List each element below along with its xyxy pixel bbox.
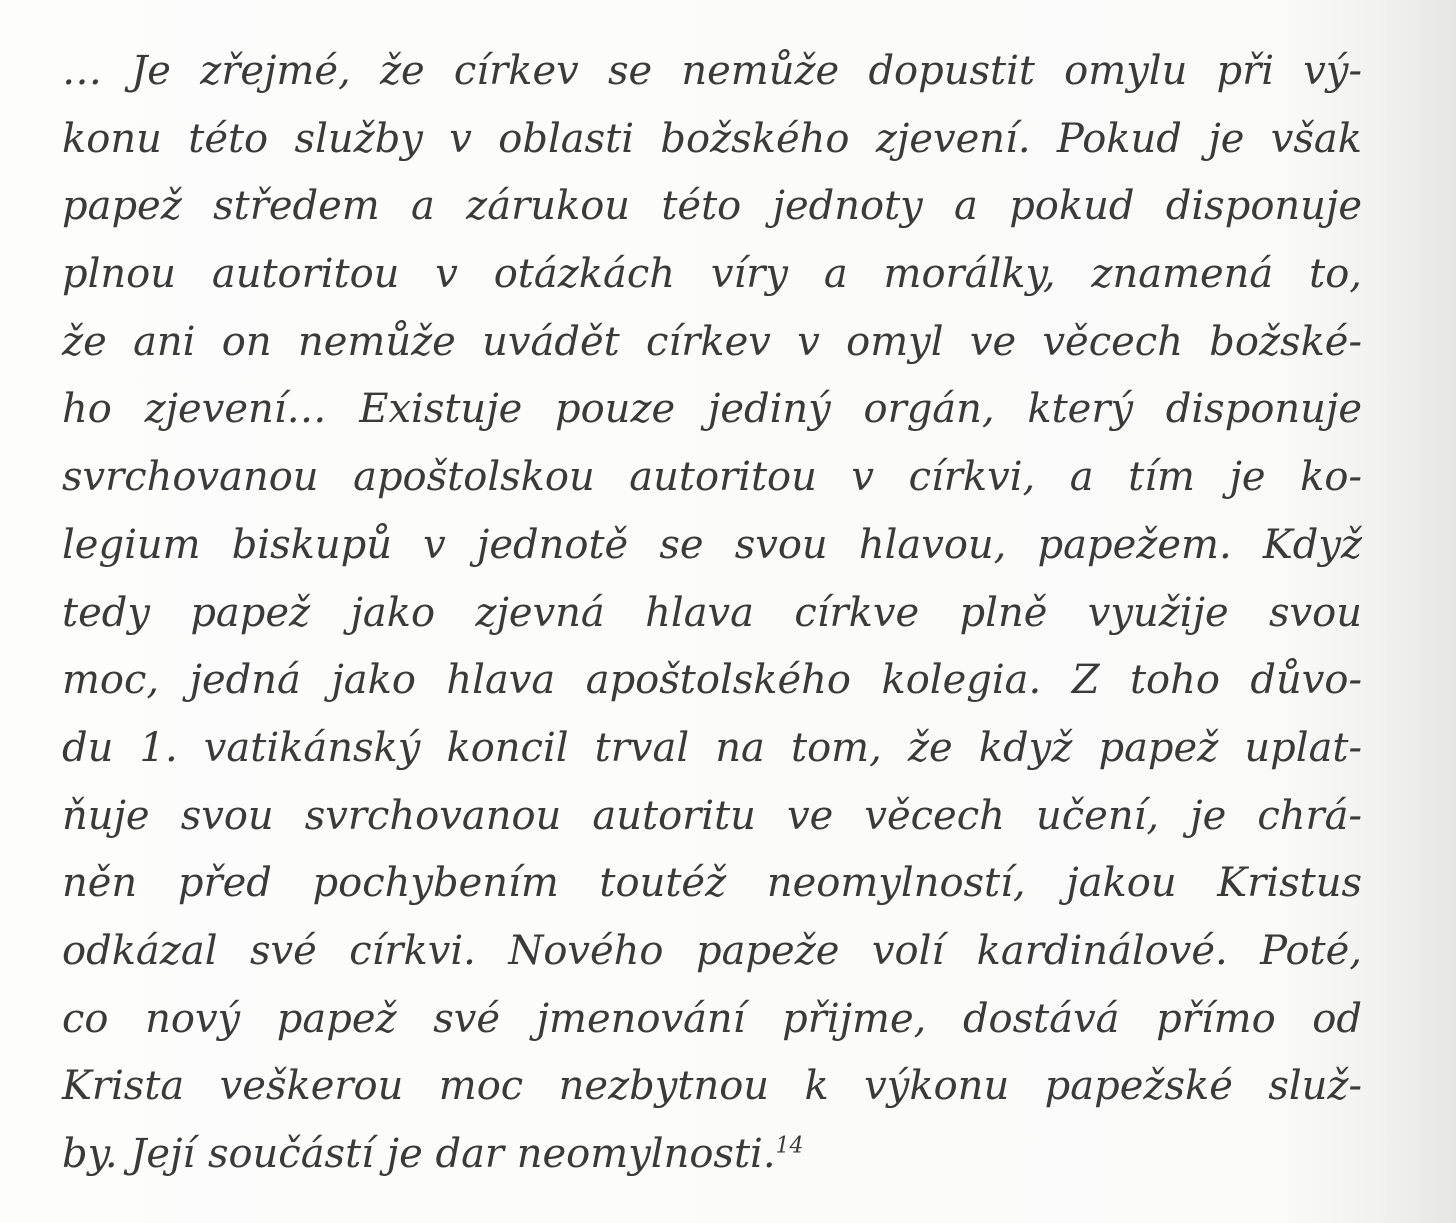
text-line: tedy papež jako zjevná hlava církve plně využije svou (62, 589, 1362, 636)
text-line: svrchovanou apoštolskou autoritou v církvi, a tím je ko- (62, 454, 1362, 501)
text-line: papež středem a zárukou této jednoty a pokud disponuje (62, 183, 1362, 230)
text-line: že ani on nemůže uvádět církev v omyl ve věcech božské- (62, 318, 1362, 365)
text-line-last (62, 1121, 1362, 1189)
text-line: … Je zřejmé, že církev se nemůže dopustit omylu při vý- (62, 48, 1362, 94)
text-line: něn před pochybením toutéž neomylností, jakou Kristus (62, 860, 1362, 907)
text-line: co nový papež své jmenování přijme, dostává přímo od (62, 995, 1362, 1042)
text-line-content: by. Její součástí je dar neomylnosti. (62, 1131, 776, 1177)
text-line: konu této služby v oblasti božského zjevení. Pokud je však (62, 115, 1362, 162)
text-line: ho zjevení… Existuje pouze jediný orgán, který disponuje (62, 386, 1362, 433)
text-line: du 1. vatikánský koncil trval na tom, že když papež uplat- (62, 724, 1362, 771)
body-text (62, 38, 1362, 1189)
text-line: legium biskupů v jednotě se svou hlavou, papežem. Když (62, 521, 1362, 568)
text-line: moc, jedná jako hlava apoštolského kolegia. Z toho důvo- (62, 657, 1362, 704)
text-line: odkázal své církvi. Nového papeže volí kardinálové. Poté, (62, 927, 1362, 974)
facing-page-bleed-through (1370, 40, 1456, 1190)
text-line: plnou autoritou v otázkách víry a morálky, znamená to, (62, 251, 1362, 298)
footnote-marker: 14 (775, 1133, 804, 1159)
text-line: ňuje svou svrchovanou autoritu ve věcech učení, je chrá- (62, 792, 1362, 839)
text-line: Krista veškerou moc nezbytnou k výkonu papežské služ- (62, 1063, 1362, 1110)
